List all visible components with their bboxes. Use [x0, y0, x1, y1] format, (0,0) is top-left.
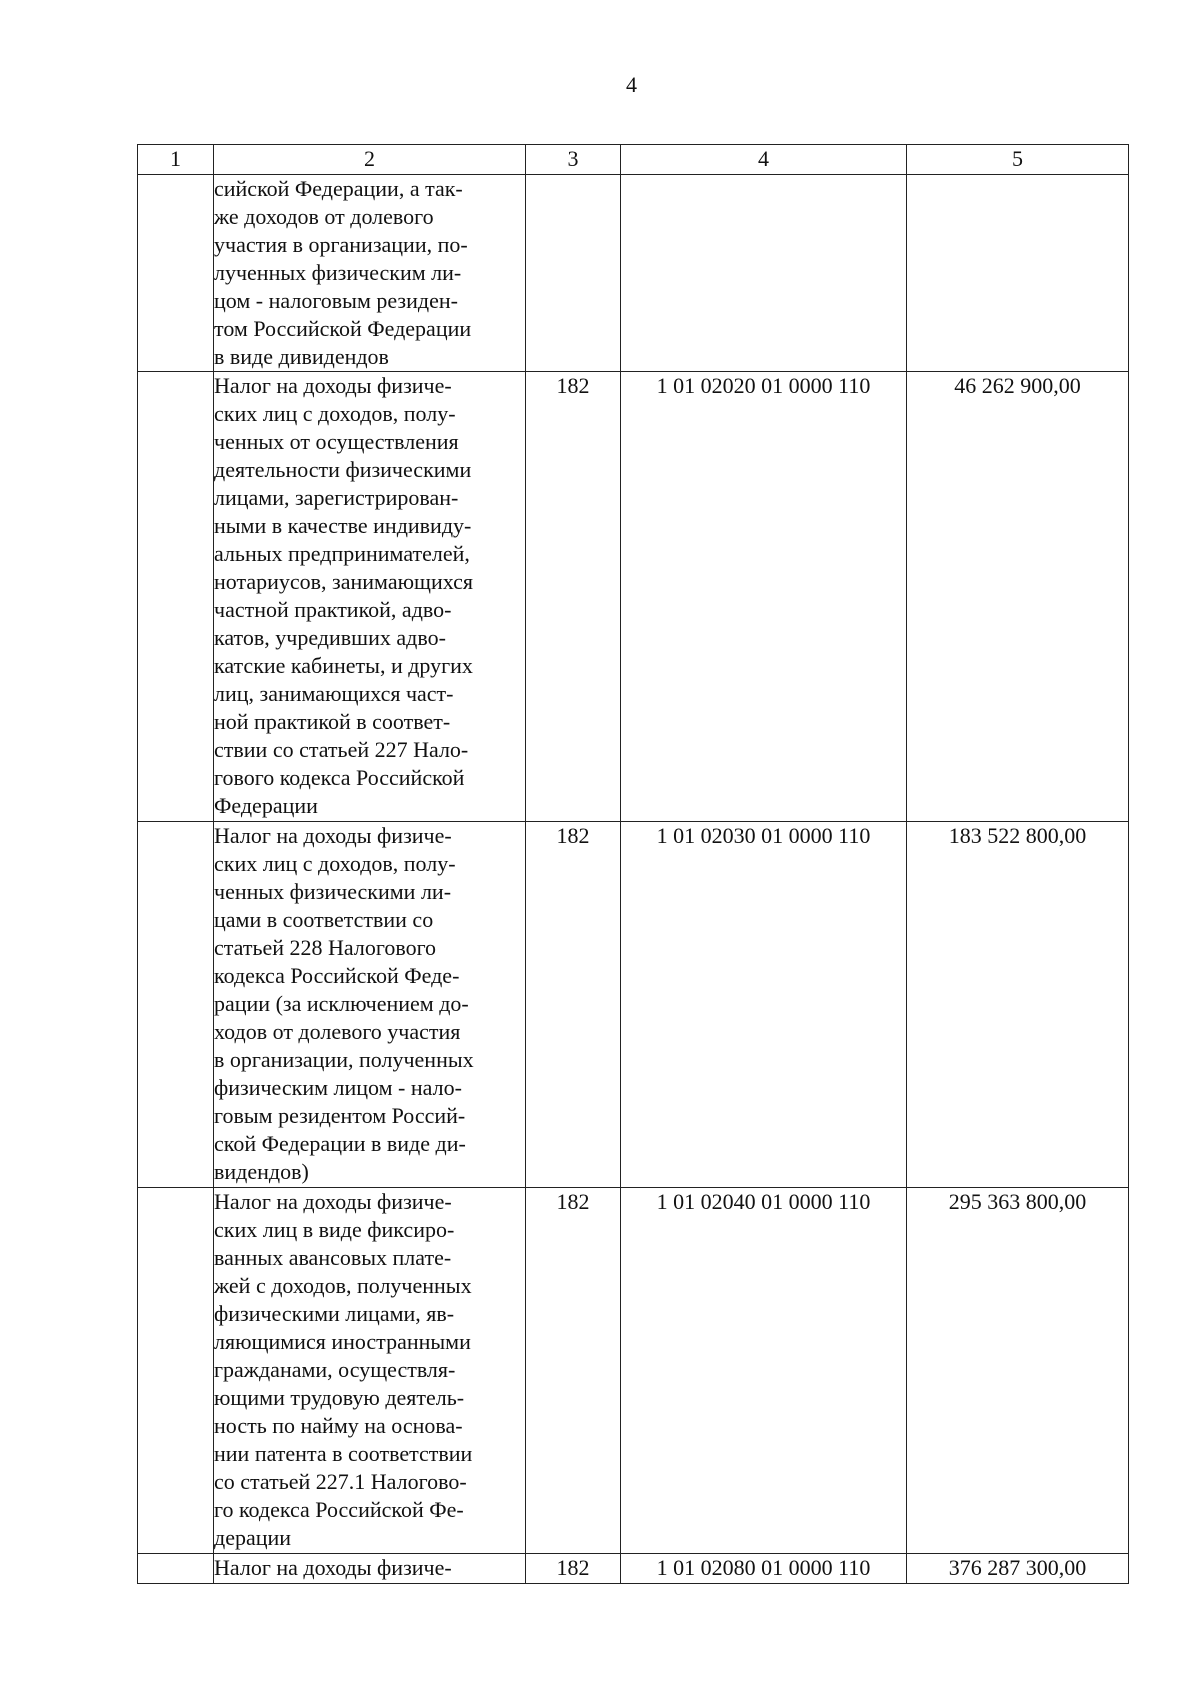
table-row: [138, 1188, 1129, 1554]
header-col-5: 5: [907, 145, 1129, 175]
row-amount: 46 262 900,00: [907, 372, 1129, 822]
page-number: 4: [626, 72, 637, 97]
row-index-cell: [138, 822, 214, 1188]
table-row: [138, 372, 1129, 822]
row-amount: 295 363 800,00: [907, 1188, 1129, 1554]
row-amount: 376 287 300,00: [907, 1554, 1129, 1584]
header-col-3: 3: [526, 145, 621, 175]
row-code: 182: [526, 1188, 621, 1554]
row-code: 182: [526, 372, 621, 822]
table-row: [138, 822, 1129, 1188]
row-code: 182: [526, 822, 621, 1188]
header-col-1: 1: [138, 145, 214, 175]
table-row: [138, 175, 1129, 372]
row-description: Налог на доходы физиче-: [214, 1554, 526, 1584]
header-col-2: 2: [214, 145, 526, 175]
table-header-row: [138, 145, 1129, 175]
row-description: Налог на доходы физиче- ских лиц с доходов, полу- ченных физическими ли- цами в соответствии со статьей 228 Налогового кодекса Российской Феде- рации (за исключением до- ходов от долевого участия в организации, полученных физическим лицом - нало- говым резидентом Россий- ской Федерации в виде ди- видендов): [214, 822, 526, 1188]
row-index-cell: [138, 175, 214, 372]
row-index-cell: [138, 1188, 214, 1554]
table-row: [138, 1554, 1129, 1584]
row-kbk: 1 01 02020 01 0000 110: [621, 372, 907, 822]
row-kbk: 1 01 02030 01 0000 110: [621, 822, 907, 1188]
row-kbk: 1 01 02080 01 0000 110: [621, 1554, 907, 1584]
row-code: 182: [526, 1554, 621, 1584]
row-amount: 183 522 800,00: [907, 822, 1129, 1188]
row-kbk: [621, 175, 907, 372]
row-index-cell: [138, 372, 214, 822]
row-description: сийской Федерации, а так- же доходов от долевого участия в организации, по- лученных физическим ли- цом - налоговым резиден- том Российской Федерации в виде дивидендов: [214, 175, 526, 372]
row-amount: [907, 175, 1129, 372]
row-kbk: 1 01 02040 01 0000 110: [621, 1188, 907, 1554]
revenue-table: [137, 144, 1129, 1584]
header-col-4: 4: [621, 145, 907, 175]
row-description: Налог на доходы физиче- ских лиц с доходов, полу- ченных от осуществления деятельности физическими лицами, зарегистрирован- ными в качестве индивиду- альных предпринимателей, нотариусов, занимающихся частной практикой, адво- катов, учредивших адво- катские кабинеты, и других лиц, занимающихся част- ной практикой в соответ- ствии со статьей 227 Нало- гового кодекса Российской Федерации: [214, 372, 526, 822]
row-description: Налог на доходы физиче- ских лиц в виде фиксиро- ванных авансовых плате- жей с доходов, полученных физическими лицами, яв- ляющимися иностранными гражданами, осуществля- ющими трудовую деятель- ность по найму на основа- нии патента в соответствии со статьей 227.1 Налогово- го кодекса Российской Фе- дерации: [214, 1188, 526, 1554]
row-code: [526, 175, 621, 372]
row-index-cell: [138, 1554, 214, 1584]
